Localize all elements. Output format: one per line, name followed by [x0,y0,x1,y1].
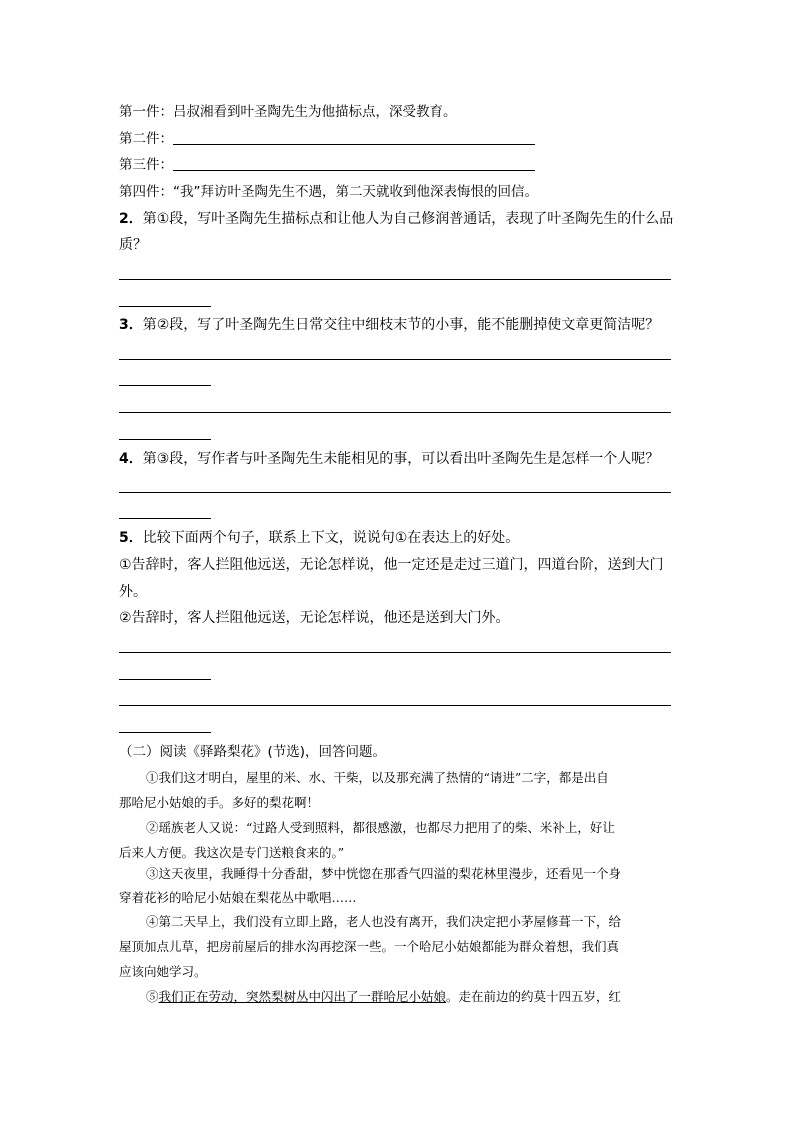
passage-paragraph-3-continuation: 穿着花衫的哈尼小姑娘在梨花丛中歌唱…… [119,890,357,905]
answer-line[interactable] [119,492,671,493]
passage-paragraph-3: ③这天夜里，我睡得十分香甜，梦中恍惚在那香气四溢的梨花林里漫步，还看见一个身 [146,866,622,881]
answer-line[interactable] [119,652,671,653]
question-2-continuation: 质？ [119,237,147,253]
question-4-text: 第③段，写作者与叶圣陶先生未能相见的事，可以看出叶圣陶先生是怎样一个人呢？ [142,451,660,467]
question-5-sentence-2: ②告辞时，客人拦阻他远送，无论怎样说，他还是送到大门外。 [119,610,510,626]
task-item-1: 第一件：吕叔湘看到叶圣陶先生为他描标点，深受教育。 [119,104,457,120]
paragraph-5-number: ⑤ [146,989,159,1004]
question-4-number: 4． [119,451,143,467]
task-item-3-label: 第三件： [119,157,173,173]
task-item-2-label: 第二件： [119,131,173,147]
question-3-number: 3． [119,317,143,333]
task-item-2-blank[interactable] [173,132,535,145]
answer-line-short[interactable] [119,518,211,519]
passage-paragraph-1-continuation: 那哈尼小姑娘的手。多好的梨花啊！ [119,795,320,810]
paragraph-5-text: 。走在前边的约莫十四五岁，红 [446,989,622,1004]
question-4 [119,451,676,467]
answer-line[interactable] [119,279,671,280]
question-5-number: 5． [119,530,143,546]
question-2-text: 第①段，写叶圣陶先生描标点和让他人为自己修润普通话，表现了叶圣陶先生的什么品 [142,211,674,227]
task-item-4: 第四件：“我”拜访叶圣陶先生不遇，第二天就收到他深表悔恨的回信。 [119,184,538,200]
question-5-sentence-1: ①告辞时，客人拦阻他远送，无论怎样说，他一定还是走过三道门，四道台阶，送到大门 [119,557,664,573]
passage-paragraph-2-continuation: 后来人方便。我这次是专门送粮食来的。” [119,845,345,860]
answer-line[interactable] [119,705,671,706]
answer-line-short[interactable] [119,732,211,733]
question-5-sentence-1-continuation: 外。 [119,584,147,600]
answer-line-short[interactable] [119,439,211,440]
question-5 [119,530,676,546]
answer-line[interactable] [119,359,671,360]
underlined-sentence: 我们正在劳动，突然梨树丛中闪出了一群哈尼小姑娘 [158,989,447,1004]
task-item-2 [119,131,676,147]
answer-line[interactable] [119,412,671,413]
section-2-heading: （二）阅读《驿路梨花》(节选)，回答问题。 [119,744,387,760]
passage-paragraph-4: ④第二天早上，我们没有立即上路，老人也没有离开，我们决定把小茅屋修葺一下，给 [146,914,622,929]
passage-paragraph-4-end: 应该向她学习。 [119,964,207,979]
answer-line-short[interactable] [119,679,211,680]
answer-line-short[interactable] [119,306,211,307]
question-3 [119,317,676,333]
passage-paragraph-4-continuation: 屋顶加点儿草，把房前屋后的排水沟再挖深一些。一个哈尼小姑娘都能为群众着想，我们真 [119,939,620,954]
question-2-number: 2． [119,211,143,227]
passage-paragraph-2: ②瑶族老人又说：“过路人受到照料，都很感激，也都尽力把用了的柴、米补上，好让 [146,820,615,835]
question-3-text: 第②段，写了叶圣陶先生日常交往中细枝末节的小事，能不能删掉使文章更简洁呢？ [142,317,660,333]
answer-line-short[interactable] [119,385,211,386]
passage-paragraph-5 [119,989,702,1005]
question-2 [119,211,676,227]
task-item-3 [119,157,676,173]
task-item-3-blank[interactable] [173,158,535,171]
passage-paragraph-1: ①我们这才明白，屋里的米、水、干柴，以及那充满了热情的“请进”二字，都是出自 [146,770,609,785]
question-5-text: 比较下面两个句子，联系上下文，说说句①在表达上的好处。 [142,530,520,546]
